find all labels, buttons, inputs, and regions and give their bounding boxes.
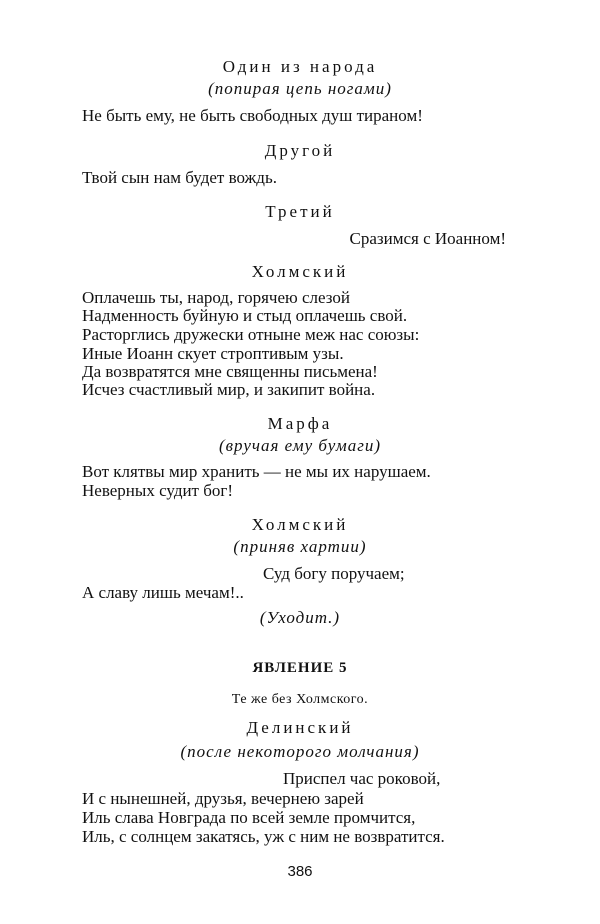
- verse-line: Расторглись дружески отныне меж нас союзы:: [82, 325, 420, 344]
- verse-line: Приспел час роковой,: [283, 769, 441, 788]
- scene-note: Те же без Холмского.: [231, 692, 369, 707]
- scene-title: ЯВЛЕНИЕ 5: [252, 660, 348, 676]
- stage-exit: (Уходит.): [259, 608, 341, 627]
- speaker-kholmsky: Холмский: [251, 515, 349, 534]
- page-number: 386: [287, 863, 313, 880]
- verse-line: Неверных судит бог!: [82, 481, 234, 500]
- stage-direction: (приняв хартии): [233, 537, 367, 556]
- verse-line: Иль слава Новграда по всей земле промчится,: [82, 808, 416, 827]
- speaker-one-of-people: Один из народа: [222, 57, 378, 76]
- verse-line: Твой сын нам будет вождь.: [82, 168, 277, 187]
- verse-line: Суд богу поручаем;: [263, 564, 405, 583]
- speaker-marfa: Марфа: [267, 414, 333, 433]
- stage-direction: (попирая цепь ногами): [208, 79, 392, 98]
- verse-line: И с нынешней, друзья, вечернею зарей: [82, 789, 364, 808]
- verse-line: Исчез счастливый мир, и закипит война.: [82, 380, 376, 399]
- verse-line: Надменность буйную и стыд оплачешь свой.: [82, 306, 408, 325]
- verse-line: Да возвратятся мне священны письмена!: [82, 362, 378, 381]
- verse-line: Не быть ему, не быть свободных душ тираном!: [82, 106, 423, 125]
- speaker-kholmsky: Холмский: [251, 262, 349, 281]
- speaker-third: Третий: [265, 202, 335, 221]
- verse-line: А славу лишь мечам!..: [82, 583, 244, 602]
- speaker-another: Другой: [264, 141, 336, 160]
- stage-direction: (вручая ему бумаги): [219, 436, 381, 455]
- stage-direction: (после некоторого молчания): [180, 742, 420, 761]
- verse-line: Иль, с солнцем закатясь, уж с ним не возвратится.: [82, 827, 445, 846]
- verse-line: Оплачешь ты, народ, горячею слезой: [82, 288, 350, 307]
- speaker-delinsky: Делинский: [246, 718, 354, 737]
- verse-line: Сразимся с Иоанном!: [349, 229, 506, 248]
- verse-line: Иные Иоанн скует строптивым узы.: [82, 344, 344, 363]
- verse-line: Вот клятвы мир хранить — не мы их нарушаем.: [82, 462, 431, 481]
